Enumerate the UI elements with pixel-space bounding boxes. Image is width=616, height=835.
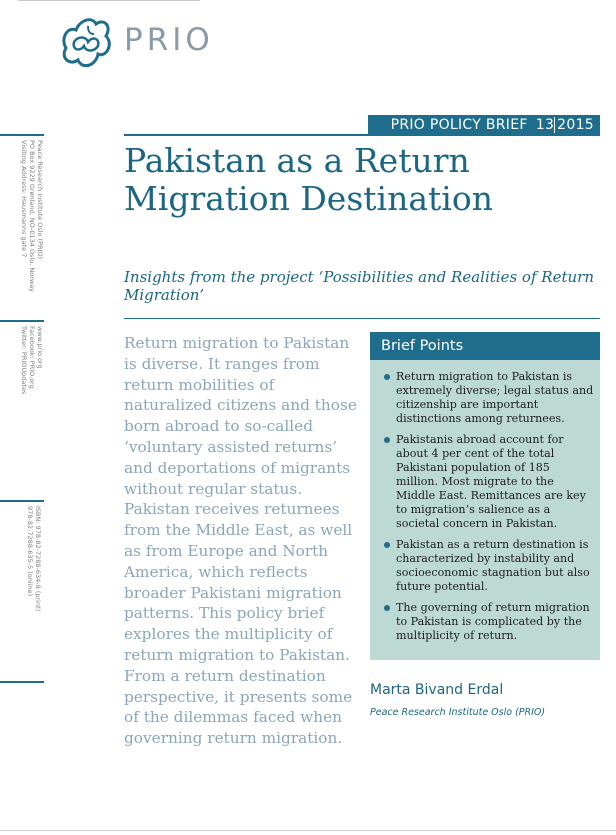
- sidebar-web-line: Facebook: PRIO.org: [28, 326, 36, 389]
- sidebar-rule-1: [0, 134, 44, 136]
- sidebar-address-line: PO Box 9229 Grønland, NO-0134 Oslo, Norway: [28, 140, 36, 293]
- brief-points-heading: Brief Points: [370, 332, 600, 360]
- sidebar-web-line: www.prio.org: [36, 326, 44, 369]
- sidebar-address: [20, 140, 44, 310]
- sidebar-web-line: Twitter: PRIOUpdates: [20, 326, 28, 395]
- prio-logo-icon: [58, 8, 118, 78]
- sidebar-isbn-line: 978-82-7288-635-5 (online): [26, 506, 34, 597]
- brief-point: Pakistanis abroad account for about 4 per cent of the total Pakistani population of 185 million. Most migrate to the Middle East. Remittances are key to migration’s salience as a societal concern in Pakistan.: [384, 433, 594, 531]
- brief-point: The governing of return migration to Pakistan is complicated by the multiplicity of return.: [384, 601, 594, 643]
- sidebar-address-line: Peace Research Institute Oslo (PRIO): [36, 140, 44, 260]
- series-label: PRIO POLICY BRIEF: [390, 117, 528, 133]
- sidebar-rule-4: [0, 681, 44, 683]
- sidebar-rule-2: [0, 320, 44, 322]
- bottom-divider: [0, 830, 616, 831]
- top-divider: [18, 0, 200, 1]
- series-year: 2015: [554, 117, 594, 133]
- author-affiliation: Peace Research Institute Oslo (PRIO): [370, 707, 546, 718]
- sidebar-address-line: Visiting Address: Hausmanns gate 7: [20, 140, 28, 258]
- sidebar-rule-3: [0, 500, 44, 502]
- prio-logo: [58, 8, 214, 78]
- author-name: Marta Bivand Erdal: [370, 682, 504, 698]
- brief-points-list: [370, 360, 600, 643]
- series-number: 13: [535, 117, 555, 133]
- subtitle-rule: [124, 318, 600, 319]
- series-issue: [536, 115, 594, 136]
- brief-points-box: [370, 332, 600, 660]
- lead-paragraph: Return migration to Pakistan is diverse. It ranges from return mobilities of naturalized citizens and those born abroad to so-called ‘voluntary assisted returns’ and deportations of migrants without regular status. Pakistan receives returnees from the Middle East, as well as from Europe and North America, which reflects broader Pakistani migration patterns. This policy brief explores the multiplicity of return migration to Pakistan. From a return destination perspective, it presents some of the dilemmas faced when governing return migration.: [124, 334, 357, 748]
- brief-point: Return migration to Pakistan is extremely diverse; legal status and citizenship are important distinctions among returnees.: [384, 370, 594, 426]
- sidebar-web: [20, 326, 44, 416]
- sidebar-isbn-line: ISBN: 978-82-7288-634-8 (print): [34, 506, 42, 612]
- brief-point: Pakistan as a return destination is characterized by instability and socioeconomic stagnation but also future potential.: [384, 538, 594, 594]
- sidebar-isbn: [26, 506, 42, 626]
- page-title: Pakistan as a Return Migration Destination: [124, 141, 493, 218]
- series-band: [368, 115, 600, 136]
- logo-text: PRIO: [124, 22, 214, 58]
- subtitle: Insights from the project ‘Possibilities and Realities of Return Migration’: [124, 268, 594, 304]
